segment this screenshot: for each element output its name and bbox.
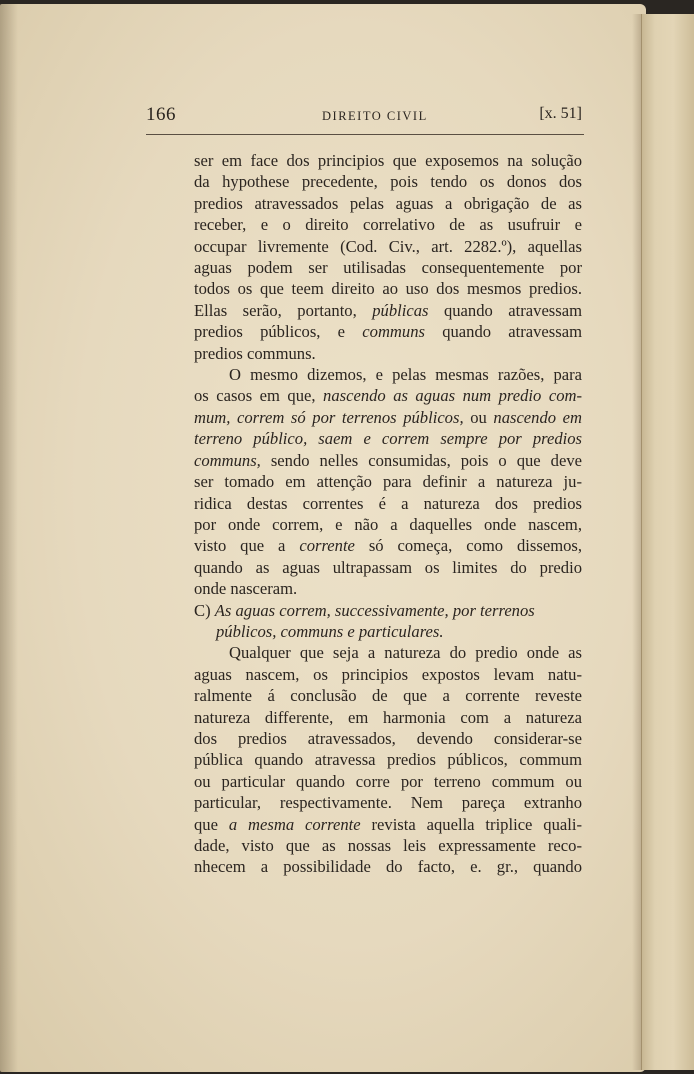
text-run: visto que a bbox=[194, 536, 300, 556]
italic-term-publicas: públicas bbox=[372, 300, 429, 320]
text-line: natureza differente, em harmonia com a natureza bbox=[194, 707, 582, 727]
subsection-heading bbox=[194, 600, 582, 643]
text-line: Qualquer que seja a natureza do predio onde as bbox=[229, 643, 582, 663]
text-line: aguas nascem, os principios expostos levam natu- bbox=[194, 664, 582, 684]
italic-run: mum, correm só por terrenos públicos, bbox=[194, 407, 464, 427]
text-line: dade, visto que as nossas leis expressamente reco- bbox=[194, 836, 582, 855]
text-line: receber, e o direito correlativo de as usufruir e bbox=[194, 215, 582, 235]
text-line: ralmente á conclusão de que a corrente reveste bbox=[194, 686, 582, 706]
text-line bbox=[194, 407, 582, 428]
text-line: predios communs. bbox=[194, 343, 316, 363]
page-number: 166 bbox=[146, 104, 176, 125]
text-run: só começa, como dissemos, bbox=[354, 536, 582, 556]
body-text bbox=[194, 150, 582, 878]
text-run: revista aquella triplice quali- bbox=[360, 814, 583, 834]
next-page-edge bbox=[641, 14, 694, 1070]
text-line: terreno público, saem e correm sempre por predios bbox=[194, 429, 582, 449]
text-line: predios atravessados pelas aguas a obrigação de as bbox=[194, 193, 582, 213]
running-title: DIREITO CIVIL bbox=[322, 109, 428, 123]
page-gutter-shadow bbox=[0, 4, 18, 1072]
text-line bbox=[194, 814, 582, 835]
section-reference: [x. 51] bbox=[539, 105, 582, 122]
text-run: quando atravessam bbox=[424, 322, 582, 342]
text-run: que bbox=[194, 814, 229, 834]
text-run: Ellas serão, portanto, bbox=[194, 300, 373, 320]
paragraph-3 bbox=[194, 642, 582, 877]
text-line: aguas podem ser utilisadas consequentemente por bbox=[194, 258, 582, 278]
text-line bbox=[194, 600, 582, 621]
text-run: quando atravessam bbox=[428, 300, 582, 320]
italic-run: corrente bbox=[299, 536, 355, 556]
text-line bbox=[194, 535, 582, 556]
text-run: os casos em que, bbox=[194, 386, 324, 406]
text-line bbox=[194, 450, 582, 471]
text-line: ser em face dos principios que exposemos na solução bbox=[194, 151, 582, 170]
text-line: pública quando atravessa predios públicos, commum bbox=[194, 750, 582, 770]
text-line: particular, respectivamente. Nem pareça extranho bbox=[194, 793, 582, 813]
text-run: sendo nelles consumidas, pois o que deve bbox=[260, 450, 582, 470]
text-line bbox=[194, 321, 582, 342]
text-line: ridica destas correntes é a natureza dos predios bbox=[194, 493, 582, 513]
italic-term-communs: communs bbox=[362, 322, 425, 342]
italic-run: nascendo as aguas num predio com- bbox=[323, 386, 582, 406]
paragraph-1 bbox=[194, 150, 582, 364]
text-line: da hypothese precedente, pois tendo os donos dos bbox=[194, 172, 582, 192]
text-line: quando as aguas ultrapassam os limites do predio bbox=[194, 557, 582, 577]
text-run: predios públicos, e bbox=[194, 322, 363, 342]
text-line bbox=[194, 385, 582, 406]
text-line: por onde correm, e não a daquelles onde nascem, bbox=[194, 514, 582, 534]
paragraph-2 bbox=[194, 364, 582, 599]
text-line: dos predios atravessados, devendo considerar-se bbox=[194, 728, 582, 748]
text-line: públicos, communs e particulares. bbox=[216, 621, 444, 641]
text-line: ou particular quando corre por terreno commum ou bbox=[194, 771, 582, 791]
text-line: occupar livremente (Cod. Civ., art. 2282.º), aquellas bbox=[194, 236, 582, 256]
italic-run: a mesma corrente bbox=[228, 814, 361, 834]
italic-run: nascendo em bbox=[493, 407, 583, 427]
text-line: todos os que teem direito ao uso dos mesmos predios. bbox=[194, 279, 582, 299]
page-header bbox=[146, 104, 582, 128]
italic-run: communs, bbox=[194, 450, 261, 470]
text-line: nhecem a possibilidade do facto, e. gr., quando bbox=[194, 857, 582, 877]
header-rule bbox=[146, 134, 584, 135]
subsection-label: C) bbox=[194, 600, 215, 620]
text-line: ser tomado em attenção para definir a natureza ju- bbox=[194, 472, 582, 492]
text-run: ou bbox=[463, 407, 494, 427]
text-line: O mesmo dizemos, e pelas mesmas razões, para bbox=[229, 365, 582, 385]
text-line bbox=[194, 300, 582, 321]
text-line: onde nasceram. bbox=[194, 579, 298, 599]
italic-run: As aguas correm, successivamente, por terrenos bbox=[214, 600, 535, 620]
